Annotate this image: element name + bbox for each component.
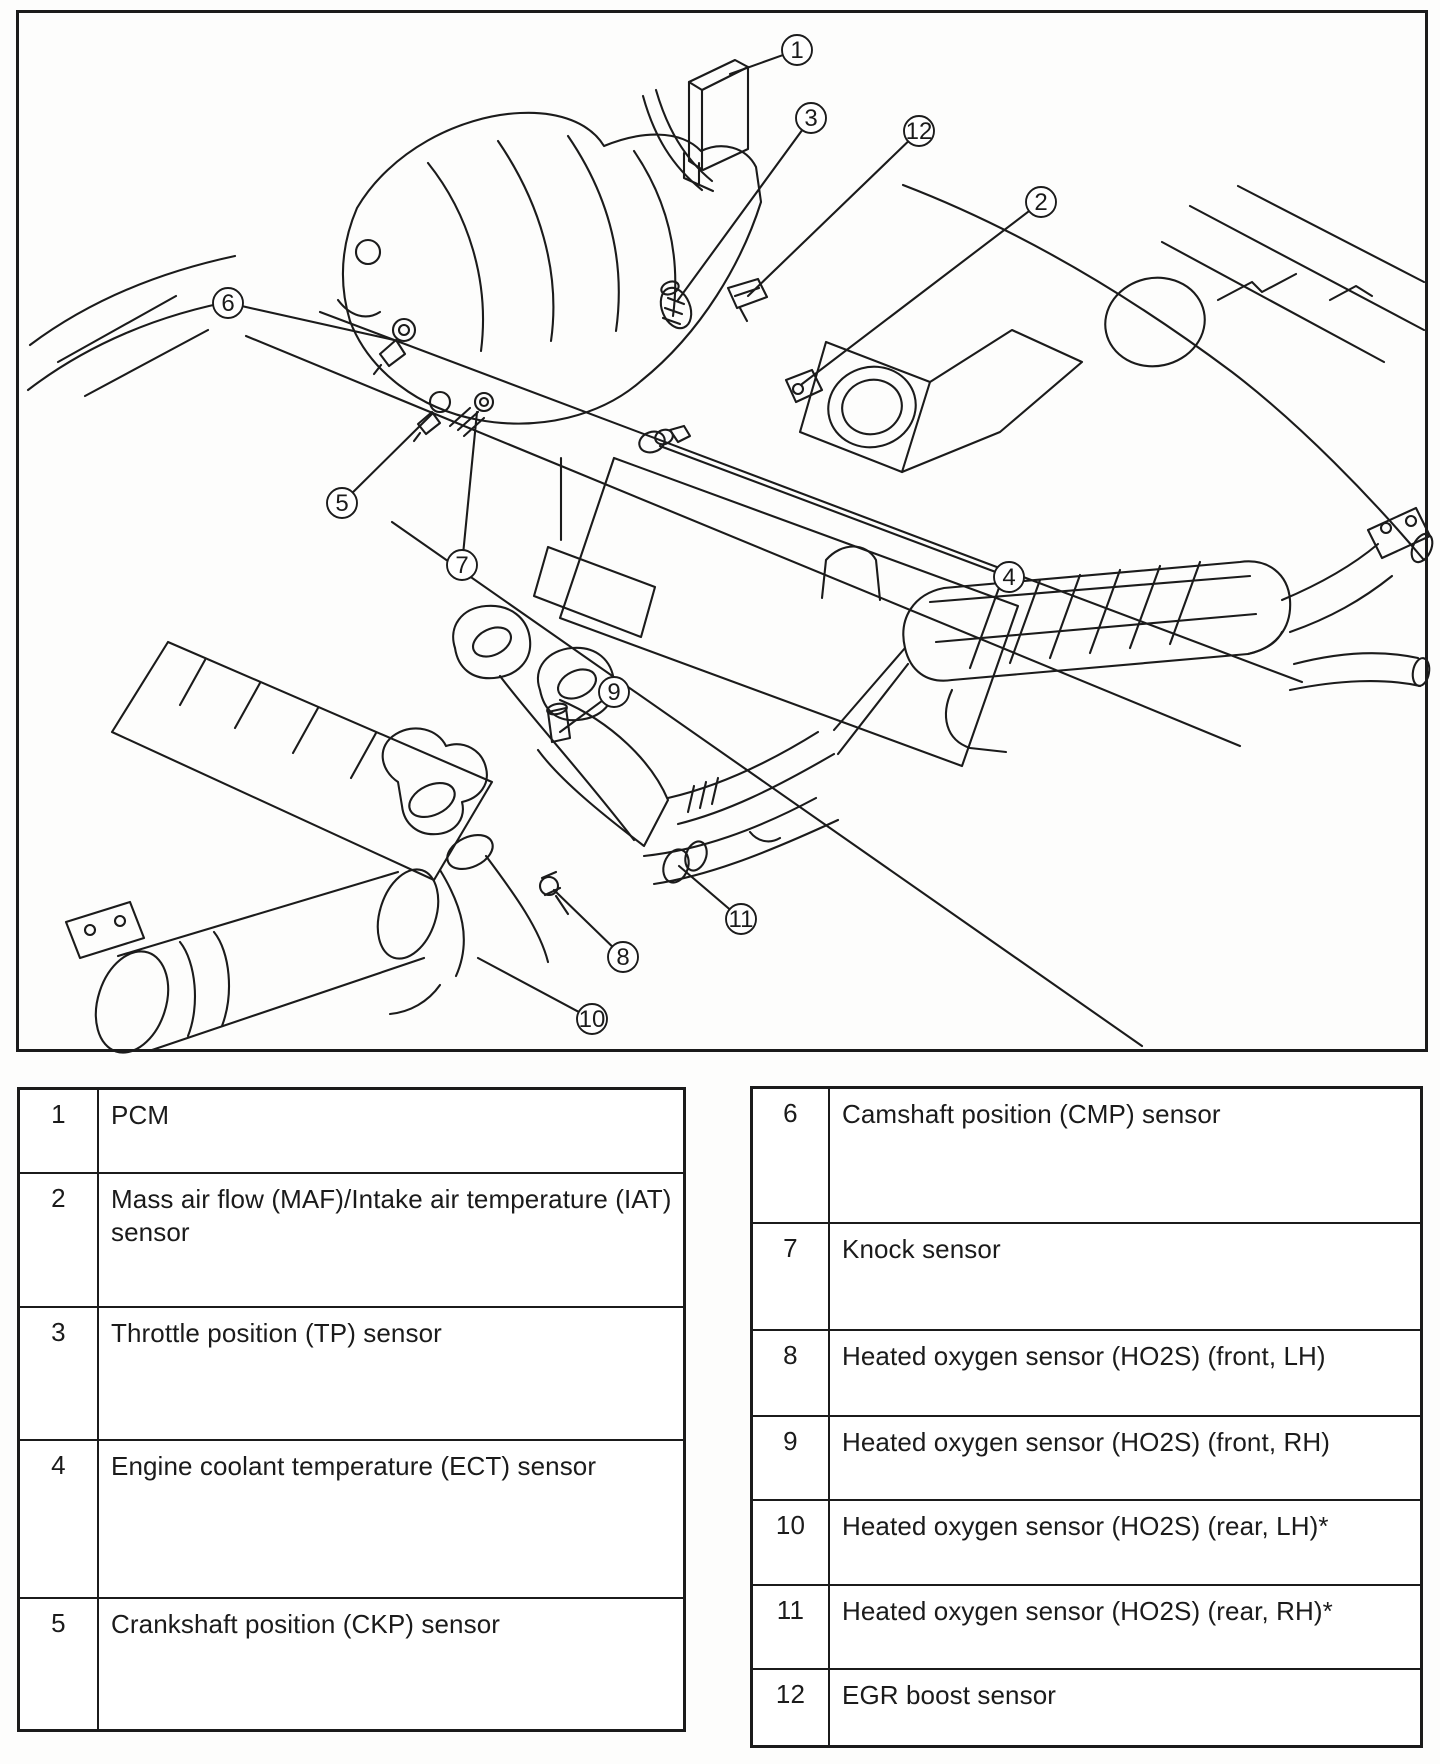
callout-number: 4: [1002, 564, 1016, 591]
row-number: 8: [753, 1331, 830, 1415]
callout-leader-line: [802, 211, 1029, 384]
row-label: Knock sensor: [842, 1234, 1001, 1264]
callout-number: 2: [1034, 189, 1048, 216]
exhaust-system-illustration: [66, 508, 1436, 1062]
row-number: 10: [753, 1501, 830, 1584]
table-row: [20, 1306, 683, 1439]
callout-3: [678, 103, 826, 300]
row-number: 9: [753, 1417, 830, 1499]
row-number: 1: [20, 1090, 99, 1172]
row-label: PCM: [111, 1100, 170, 1130]
table-row: [753, 1222, 1420, 1329]
callout-number: 10: [578, 1006, 606, 1033]
row-label: Engine coolant temperature (ECT) sensor: [111, 1451, 597, 1481]
callout-leader-line: [554, 890, 612, 947]
callout-leader-line: [660, 446, 995, 572]
row-number: 3: [20, 1308, 99, 1439]
callout-number: 6: [221, 290, 235, 317]
row-number: 2: [20, 1174, 99, 1306]
callout-2: [802, 187, 1056, 384]
callout-leader-line: [748, 141, 908, 296]
table-row: [753, 1415, 1420, 1499]
callout-11: [679, 866, 756, 934]
row-number: 6: [753, 1089, 830, 1222]
callout-number: 8: [616, 944, 630, 971]
callout-number: 3: [804, 105, 818, 132]
callout-leader-line: [463, 412, 477, 550]
row-label: Heated oxygen sensor (HO2S) (front, RH): [842, 1427, 1330, 1457]
callout-leader-line: [730, 55, 783, 74]
engine-intake-illustration: [28, 60, 1424, 1046]
front-exhaust-manifold: [453, 606, 668, 846]
callout-number: 5: [335, 490, 349, 517]
table-row: [753, 1584, 1420, 1668]
engine-bay-frame-lines: [246, 312, 1302, 1046]
callout-number: 9: [607, 679, 621, 706]
row-number: 5: [20, 1599, 99, 1729]
table-row: [20, 1172, 683, 1306]
table-row: [753, 1668, 1420, 1745]
throttle-body-illustration: [800, 185, 1424, 560]
rear-pipes-flange: [1248, 508, 1436, 690]
row-number: 11: [753, 1586, 830, 1668]
row-label: Camshaft position (CMP) sensor: [842, 1099, 1221, 1129]
callout-number: 7: [455, 552, 469, 579]
table-row: [20, 1090, 683, 1172]
callout-number: 12: [905, 118, 933, 145]
callout-number: 11: [728, 906, 754, 933]
row-label: Heated oxygen sensor (HO2S) (rear, LH)*: [842, 1511, 1329, 1541]
callout-12: [748, 116, 934, 296]
callout-leader-line: [678, 130, 802, 300]
table-row: [753, 1089, 1420, 1222]
row-number: 4: [20, 1441, 99, 1597]
left-exhaust-manifold: [383, 728, 568, 976]
callout-7: [447, 412, 477, 580]
callout-number: 1: [790, 37, 804, 64]
callout-leader-line: [353, 413, 433, 492]
legend-table-left: [17, 1087, 686, 1732]
intake-manifold-illustration: [338, 113, 761, 424]
table-row: [753, 1499, 1420, 1584]
table-row: [753, 1329, 1420, 1415]
row-label: Crankshaft position (CKP) sensor: [111, 1609, 501, 1639]
callout-leader-line: [243, 306, 394, 340]
row-label: Mass air flow (MAF)/Intake air temperature (IAT) sensor: [111, 1184, 672, 1247]
callout-4: [660, 446, 1024, 592]
row-label: EGR boost sensor: [842, 1680, 1057, 1710]
callout-leader-line: [478, 958, 579, 1012]
callout-layer: [213, 35, 1056, 1034]
pcm-illustration: [643, 60, 748, 191]
callout-1: [730, 35, 812, 74]
row-number: 7: [753, 1224, 830, 1329]
legend-table-right: [750, 1086, 1423, 1748]
row-label: Throttle position (TP) sensor: [111, 1318, 442, 1348]
egr-boost-sensor-icon: [728, 279, 767, 321]
row-label: Heated oxygen sensor (HO2S) (front, LH): [842, 1341, 1326, 1371]
row-label: Heated oxygen sensor (HO2S) (rear, RH)*: [842, 1596, 1333, 1626]
rear-catalytic-converter: [66, 862, 449, 1062]
callout-5: [327, 413, 433, 518]
callout-6: [213, 288, 394, 340]
table-row: [20, 1597, 683, 1729]
exhaust-y-pipes: [644, 732, 838, 886]
callout-10: [478, 958, 607, 1034]
engine-block-illustration: [112, 458, 1018, 880]
row-number: 12: [753, 1670, 830, 1745]
callout-8: [554, 890, 638, 972]
table-row: [20, 1439, 683, 1597]
